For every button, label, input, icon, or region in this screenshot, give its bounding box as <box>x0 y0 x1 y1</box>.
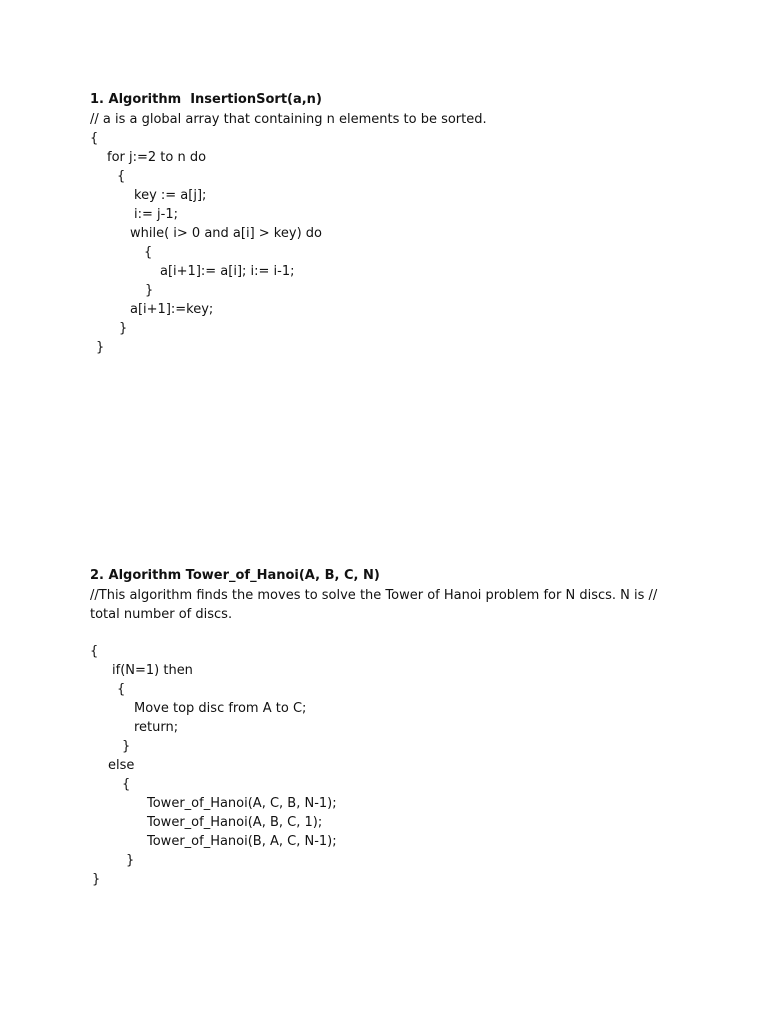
code-line: i:= j-1; <box>134 207 178 222</box>
code-line: Tower_of_Hanoi(B, A, C, N-1); <box>147 834 337 849</box>
code-line: { <box>90 131 99 146</box>
code-line: } <box>122 739 131 754</box>
code-line: { <box>90 644 99 659</box>
code-line: { <box>117 682 126 697</box>
code-line: } <box>126 853 135 868</box>
code-line: a[i+1]:= a[i]; i:= i-1; <box>160 264 295 279</box>
code-line: } <box>119 321 128 336</box>
tower-of-hanoi-title: 2. Algorithm Tower_of_Hanoi(A, B, C, N) <box>90 568 380 583</box>
code-line: // a is a global array that containing n elements to be sorted. <box>90 112 487 127</box>
tower-of-hanoi-comment: //This algorithm finds the moves to solve the Tower of Hanoi problem for N discs. N is // total number of discs. <box>90 588 658 622</box>
code-line: } <box>96 340 105 355</box>
code-line: Tower_of_Hanoi(A, C, B, N-1); <box>147 796 337 811</box>
code-line: Move top disc from A to C; <box>134 701 307 716</box>
insertion-sort-title: 1. Algorithm InsertionSort(a,n) <box>90 92 322 107</box>
code-line: if(N=1) then <box>112 663 193 678</box>
code-line: { <box>122 777 131 792</box>
code-line: return; <box>134 720 179 735</box>
code-line: Tower_of_Hanoi(A, B, C, 1); <box>147 815 323 830</box>
code-line: { <box>117 169 126 184</box>
code-line: while( i> 0 and a[i] > key) do <box>130 226 322 241</box>
code-line: else <box>108 758 135 773</box>
code-line: a[i+1]:=key; <box>130 302 214 317</box>
code-line: key := a[j]; <box>134 188 207 203</box>
code-line: } <box>145 283 154 298</box>
code-line: for j:=2 to n do <box>107 150 207 165</box>
code-line: } <box>92 872 101 887</box>
code-line: { <box>144 245 153 260</box>
